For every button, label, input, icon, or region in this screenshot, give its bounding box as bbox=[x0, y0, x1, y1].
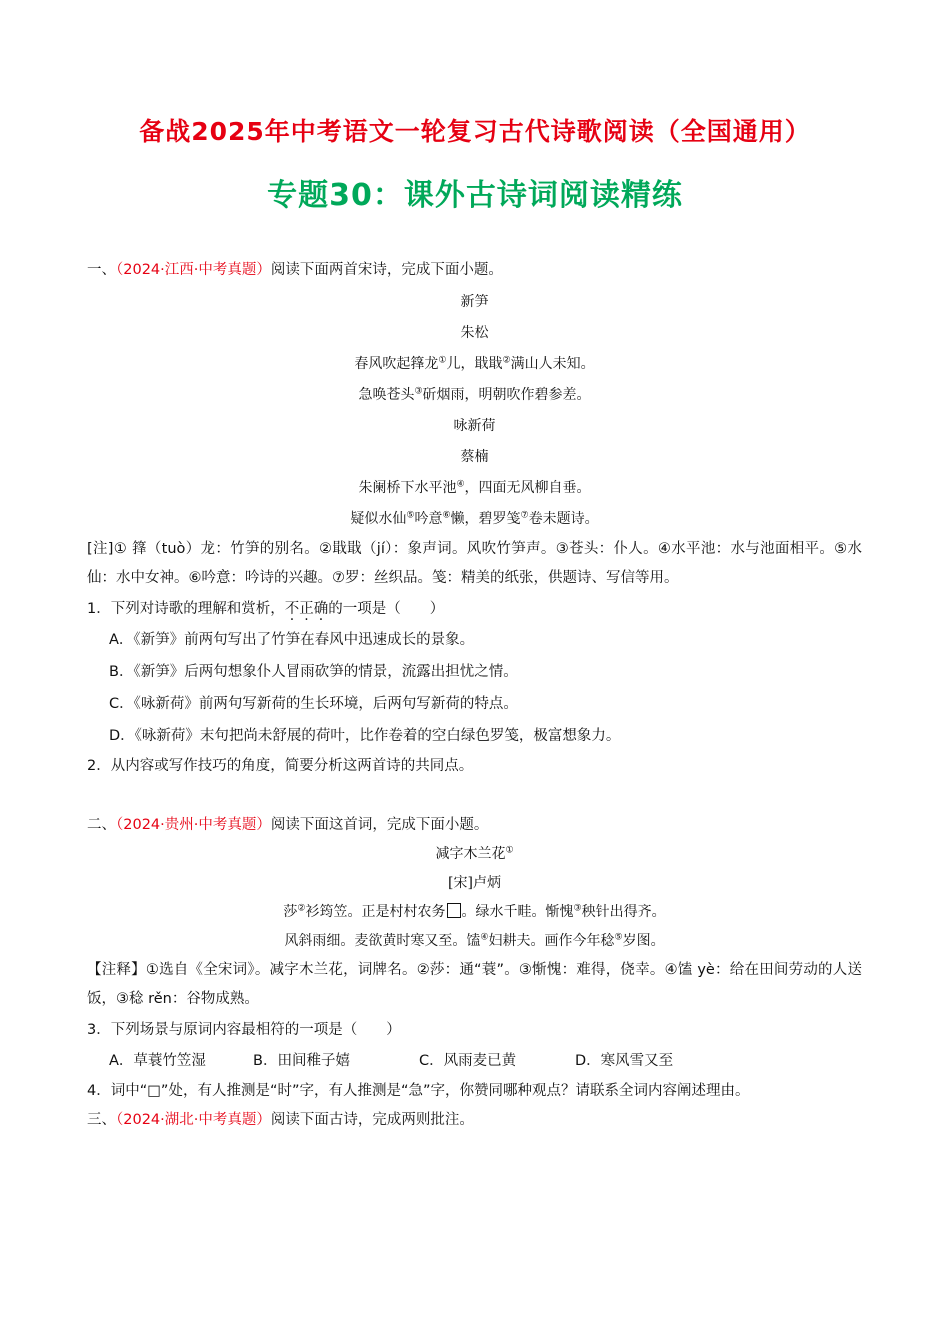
exam-source: （2024·贵州·中考真题） bbox=[116, 817, 271, 833]
option-c: C．《咏新荷》前两句写新荷的生长环境，后两句写新荷的特点。 bbox=[109, 696, 518, 712]
question-3: 3．下列场景与原词内容最相符的一项是（ ） bbox=[87, 1022, 401, 1038]
poem-line: 风斜雨细。麦欲黄时寒又至。馌④妇耕夫。画作今年稔⑤岁图。 bbox=[284, 932, 665, 949]
poem-title: 减字木兰花① bbox=[435, 845, 514, 862]
section-instruction: 阅读下面两首宋诗，完成下面小题。 bbox=[270, 262, 503, 278]
document-title: 备战2025年中考语文一轮复习古代诗歌阅读（全国通用） bbox=[139, 117, 811, 146]
poem-line: 春风吹起箨龙①儿，戢戢②满山人未知。 bbox=[354, 355, 595, 372]
poem-title: 咏新荷 bbox=[453, 418, 496, 434]
option-a: A．草蓑竹笠湿 bbox=[109, 1053, 206, 1069]
poem-2 bbox=[87, 411, 862, 535]
document-subtitle: 专题30：课外古诗词阅读精练 bbox=[267, 178, 683, 213]
poem-author: 蔡楠 bbox=[460, 449, 489, 465]
option-c: C．风雨麦已黄 bbox=[419, 1053, 517, 1069]
poem-line: 莎②衫筠笠。正是村村农务 。绿水千畦。惭愧③秧针出得齐。 bbox=[283, 903, 666, 920]
section-2-heading: 二、（2024·贵州·中考真题）阅读下面这首词，完成下面小题。 bbox=[87, 817, 489, 833]
poem-title: 新笋 bbox=[460, 294, 489, 310]
poem-author: 朱松 bbox=[460, 325, 489, 341]
poem-3 bbox=[87, 840, 862, 956]
document-body bbox=[87, 256, 862, 1135]
exam-source: （2024·湖北·中考真题） bbox=[116, 1112, 271, 1128]
option-a: A．《新笋》前两句写出了竹笋在春风中迅速成长的景象。 bbox=[109, 632, 475, 648]
annotation-note: [注]① 箨（tuò）龙：竹笋的别名。②戢戢（jí）：象声词。风吹竹笋声。③苍头：仆人。④水平池：水与池面相平。⑤水仙：水中女神。⑥吟意：吟诗的兴趣。⑦罗：丝织品。笺：精美的纸张，供题诗、写信等用。 bbox=[87, 541, 862, 586]
question-3-options bbox=[87, 1045, 862, 1077]
option-d: D．《咏新荷》末句把尚未舒展的荷叶，比作卷着的空白绿色罗笺，极富想象力。 bbox=[109, 728, 621, 744]
blank-box bbox=[447, 903, 461, 918]
section-3-heading: 三、（2024·湖北·中考真题）阅读下面古诗，完成两则批注。 bbox=[87, 1112, 474, 1128]
exam-source: （2024·江西·中考真题） bbox=[116, 262, 271, 278]
poem-1 bbox=[87, 287, 862, 411]
option-b: B．田间稚子嬉 bbox=[253, 1053, 350, 1069]
poem-line: 朱阑桥下水平池④，四面无风柳自垂。 bbox=[358, 479, 591, 496]
annotation-note: 【注释】①选自《全宋词》。减字木兰花，词牌名。②莎：通“蓑”。③惭愧：难得，侥幸。④馌 yè：给在田间劳动的人送饭，③稔 rěn：谷物成熟。 bbox=[87, 962, 862, 1007]
option-b: B．《新笋》后两句想象仆人冒雨砍笋的情景，流露出担忧之情。 bbox=[109, 664, 518, 680]
question-2: 2．从内容或写作技巧的角度，简要分析这两首诗的共同点。 bbox=[87, 758, 474, 774]
poem-line: 急唤苍头③斫烟雨，明朝吹作碧参差。 bbox=[358, 386, 591, 403]
poem-line: 疑似水仙⑤吟意⑥懒，碧罗笺⑦卷未题诗。 bbox=[350, 510, 599, 527]
question-4: 4．词中“□”处，有人推测是“时”字，有人推测是“急”字，你赞同哪种观点？请联系全词内容阐述理由。 bbox=[87, 1083, 750, 1099]
question-1: 1．下列对诗歌的理解和赏析，不正确的一项是（ ） bbox=[87, 601, 445, 617]
section-1-heading bbox=[87, 256, 862, 285]
poem-author: [宋]卢炳 bbox=[448, 875, 501, 891]
option-d: D．寒风雪又至 bbox=[575, 1053, 674, 1069]
section-number: 一、 bbox=[87, 262, 116, 278]
